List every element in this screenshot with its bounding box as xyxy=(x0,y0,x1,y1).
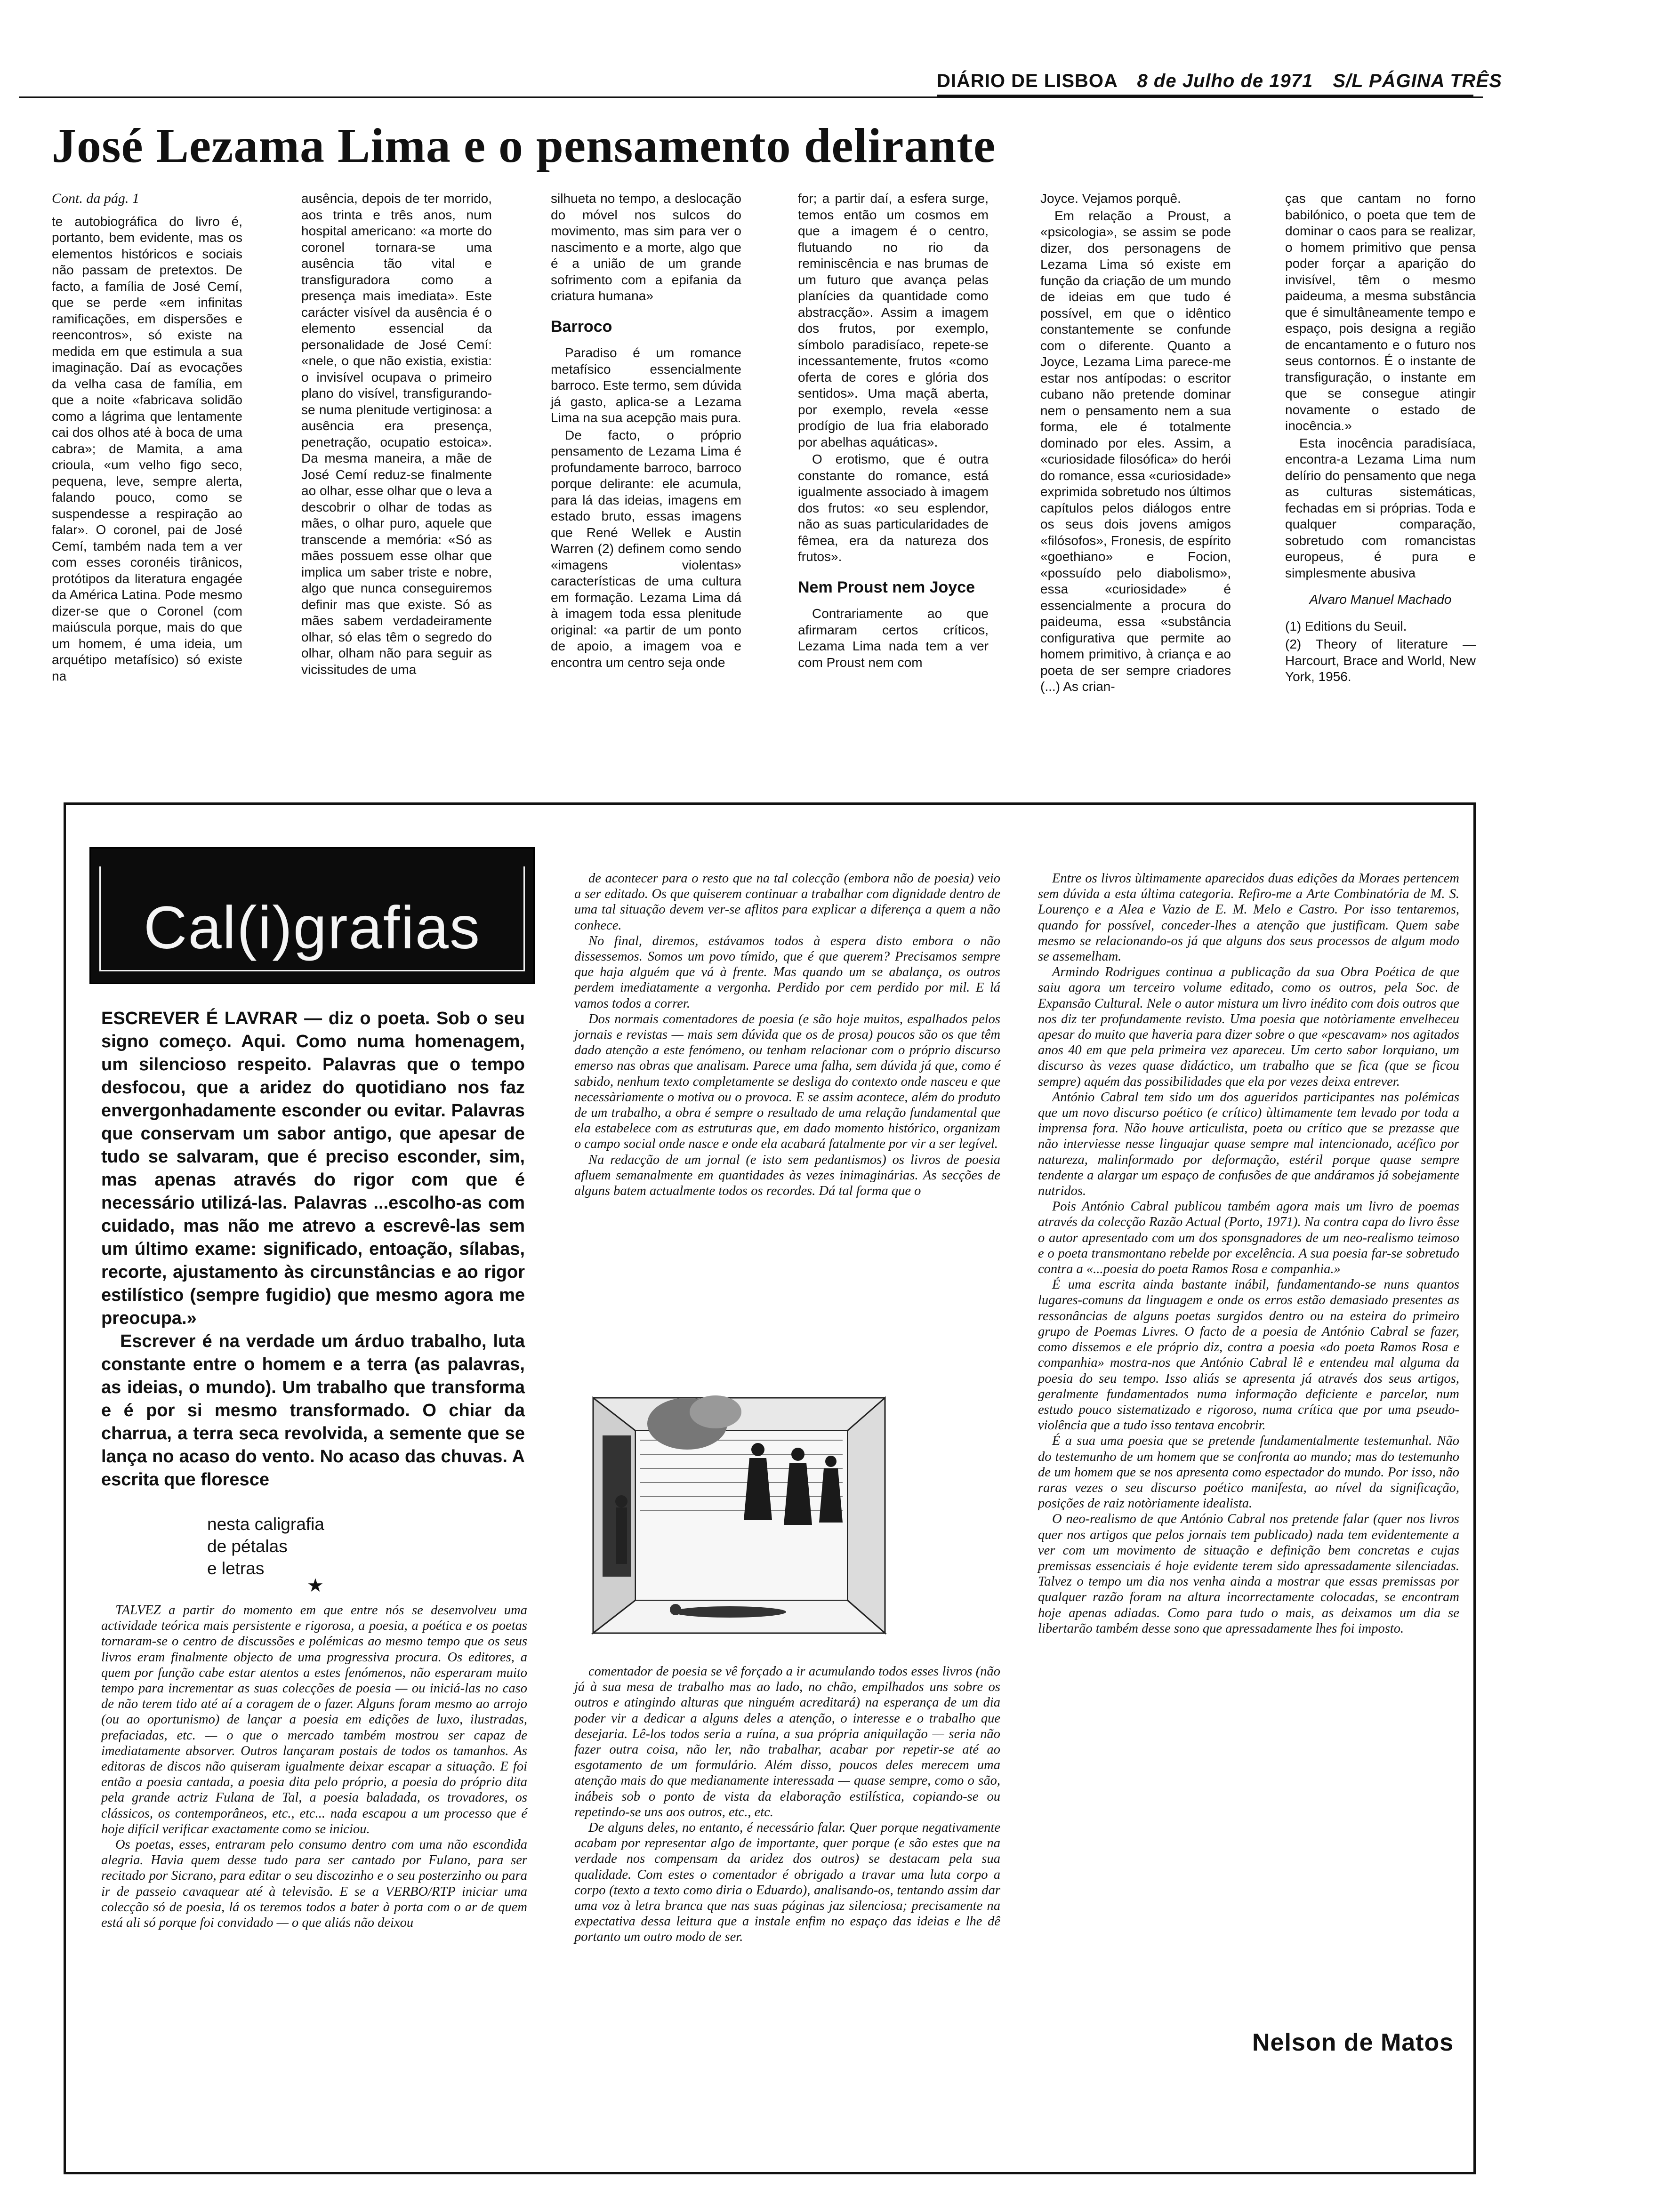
caligrafias-intro xyxy=(101,1007,525,1491)
woodcut-illustration xyxy=(574,1379,904,1647)
poem-line: de pétalas xyxy=(207,1537,288,1556)
footnote: (1) Editions du Seuil. xyxy=(1285,618,1407,633)
article-column-5 xyxy=(1040,191,1231,788)
article-column-3 xyxy=(551,191,741,788)
article-paragraph: ças que cantam no forno babilónico, o poeta que tem de dominar o caos para se realizar, o homem primitivo que pensa poder forçar a aparição do invisível, têm o mesmo paideuma, a mesma substância que é simultâneamente tempo e espaço, pois designa a região de encantamento e o futuro nos seus contornos. É o instante de transfiguração, o instante em que se consegue atingir novamente o estado de inocência.» xyxy=(1285,191,1476,433)
article-paragraph: Joyce. Vejamos porquê. xyxy=(1040,191,1181,206)
poem-line: e letras xyxy=(207,1559,265,1578)
article-paragraph: Em relação a Proust, a «psicologia», se assim se pode dizer, dos personagens de Lezama Lima só existe em função da criação de um mundo de ideias em que tudo é possível, em que o idêntico constantemente se confunde com o diferente. Quanto a Joyce, Lezama Lima parece-me estar nos antípodas: o escritor cubano não pretende dominar nem o pensamento nem a sua forma, ele é totalmente dominado por eles. Assim, a «curiosidade filosófica» do herói do romance, essa «curiosidade» exprimida sobretudo nos últimos capítulos pelos diálogos entre os seus dois jovens amigos «filósofos», Fronesis, de espírito «goethiano» e Focion, «possuído pelo diabolismo», essa «curiosidade» é essencialmente a procura do paideuma, essa «substância configurativa que permite ao homem primitivo, à criança e ao poeta de ser sempre criadores (...) As crian- xyxy=(1040,208,1231,694)
section-heading-barroco: Barroco xyxy=(551,317,612,336)
body-paragraph: comentador de poesia se vê forçado a ir acumulando todos esses livros (não já à sua mesa de trabalho mas ao lado, no chão, empilhados uns sobre os outros e atingindo alturas que ninguém acreditará) na esperança de um dia poder vir a dedicar a alguns deles a atenção, o interesse e o trabalho que desejaria. Lê-los todos seria a ruína, a sua própria aniquilação — seria não fazer outra coisa, não ler, não trabalhar, acabar por repetir-se até ao esgotamento de um formulário. Além disso, poucos deles merecem uma atenção mais do que medianamente interessada — quase sempre, como o são, inábeis sob o ponto de vista da elaboração estilística, copiando-se ou repetindo-se uns aos outros, etc., etc. xyxy=(574,1664,1000,1819)
star-icon: ★ xyxy=(307,1575,324,1596)
body-paragraph: Dos normais comentadores de poesia (e são hoje muitos, espalhados pelos jornais e revistas — mais sem dúvida que os de prosa) poucos são os que têm dado atenção a este fenómeno, ou tenham relacionar com o próprio discurso emerso nas obras que analisam. Parece uma falha, sem dúvida já que, como é sabido, nenhum texto completamente se desliga do contexto onde nasceu e que necessàriamente o motiva ou o provoca. E se assim acontece, além do produto de um trabalho, a obra é sempre o resultado de uma relação fundamental que ela estabelece com as estruturas que, em dado momento histórico, organizam o campo social onde nasce e onde ela acabará fatalmente por vir a ser legível. xyxy=(574,1011,1000,1152)
article-paragraph: Esta inocência paradisíaca, encontra-a Lezama Lima num delírio do pensamento que nega as culturas sistemáticas, fechadas em si próprias. Toda e qualquer comparação, sobretudo com romancistas europeus, é pura e simplesmente abusiva xyxy=(1285,435,1476,580)
article-paragraph: O erotismo, que é outra constante do romance, está igualmente associado à imagem dos frutos: «o seu esplendor, não as suas particularidades de fêmea, era da natureza dos frutos». xyxy=(798,452,989,564)
body-paragraph: De alguns deles, no entanto, é necessário falar. Quer porque negativamente acabam por representar algo de importante, quer porque (e são estes que na verdade nos compensam da aridez dos outros) se destacam pela sua qualidade. Com estes o comentador é obrigado a travar uma luta corpo a corpo (texto a texto como diria o Eduardo), analisando-os, tentando assim dar uma voz à letra branca que nas suas páginas jaz silenciosa; precisamente na expectativa dessa leitura que a instale enfim no espaço das ideias e lhe dê portanto um outro modo de ser. xyxy=(574,1820,1000,1945)
body-paragraph: É a sua uma poesia que se pretende fundamentalmente testemunhal. Não do testemunho de um homem que se confronta ao mundo; mas do testemunho de um homem que se nos apresenta como espectador do mundo. Por isso, não raras vezes o seu discurso poético manifesta, ao nível da significação, posições de raiz notòriamente idealista. xyxy=(1038,1434,1459,1511)
footnotes xyxy=(1285,618,1476,685)
body-paragraph: Na redacção de um jornal (e isto sem pedantismos) os livros de poesia afluem semanalmente em quantidades às vezes inimaginárias. As secções de alguns batem actualmente todos os recordes. Dá tal forma que o xyxy=(574,1152,1000,1199)
paper-name: DIÁRIO DE LISBOA xyxy=(937,71,1118,91)
logo-text: Cal(i)grafias xyxy=(144,894,481,962)
author-signature: Nelson de Matos xyxy=(1252,2029,1454,2056)
intro-paragraph: ESCREVER É LAVRAR — diz o poeta. Sob o seu signo começo. Aqui. Como numa homenagem, um silencioso respeito. Palavras que o tempo desfocou, que a aridez do quotidiano nos faz envergonhadamente esconder ou evitar. Palavras que conservam um sabor antigo, que apesar de tudo se salvaram, que é preciso esconder, sim, mas apenas através do rigor com que é necessário utilizá-las. Palavras ...escolho-as com cuidado, mas não me atrevo a escrevê-las sem um último exame: significado, entoação, sílabas, recorte, ajustamento às circunstâncias e ao rigor estilístico (sempre fugidio) que mesmo agora me preocupa.» xyxy=(101,1009,525,1328)
article-column-4 xyxy=(798,191,989,788)
body-paragraph: Entre os livros ùltimamente aparecidos duas edições da Moraes pertencem sem dúvida a esta última categoria. Refiro-me a Arte Combinatória de M. S. Lourenço e a Alea e Vazio de E. M. Melo e Castro. Por isso tentaremos, quando for possível, conceder-lhes a atenção que justificam. Quem sabe mesmo se relacionando-os já que alguns dos seus processos de algum modo se assemelham. xyxy=(1038,871,1459,964)
caligrafias-column-2-bottom xyxy=(574,1664,1000,2153)
caligrafias-column-2-top xyxy=(574,871,1000,1360)
continued-label: Cont. da pág. 1 xyxy=(52,191,139,206)
article-title: José Lezama Lima e o pensamento delirante xyxy=(52,119,996,173)
body-paragraph: Pois António Cabral publicou também agora mais um livro de poemas através da colecção Razão Actual (Porto, 1971). Na contra capa do livro êsse o autor apresentado com um dos sponsgnadores de um neo-realismo teimoso e o poeta transmontano rebelde por excelência. A sua poesia far-se sobretudo contra a «...poesia do poeta Ramos Rosa e companhia.» xyxy=(1038,1199,1459,1277)
article-paragraph: De facto, o próprio pensamento de Lezama Lima é profundamente barroco, barroco porque delirante: ele acumula, para lá das ideias, imagens em estado bruto, essas imagens que René Wellek e Austin Warren (2) definem como sendo «imagens violentas» características de uma cultura em formação. Lezama Lima dá à imagem toda essa plenitude original: «a partir de um ponto de apoio, a imagem voa e encontra um centro seja onde xyxy=(551,427,741,670)
page-label: S/L PÁGINA TRÊS xyxy=(1333,71,1502,91)
caligrafias-column-3 xyxy=(1038,871,1459,2014)
intro-paragraph: Escrever é na verdade um árduo trabalho, luta constante entre o homem e a terra (as palavras, as ideias, o mundo). Um trabalho que transforma e é por si mesmo transformado. O chiar da charrua, a terra seca revolvida, a semente que se lança no acaso do vento. No acaso das chuvas. A escrita que floresce xyxy=(101,1331,525,1490)
poem-line: nesta caligrafia xyxy=(207,1515,324,1534)
article-paragraph: for; a partir daí, a esfera surge, temos então um cosmos em que a imagem é o centro, flutuando no rio da reminiscência e nas brumas de um futuro que avança pelas planícies da quantidade como abstracção». Assim a imagem dos frutos, por exemplo, símbolo paradisíaco, repete-se incessantemente, frutos «como oferta de cores e glória dos sentidos». Uma maçã aberta, por exemplo, revela «esse prodígio de lua fria elaborado por abelhas aquáticas». xyxy=(798,191,989,449)
issue-date: 8 de Julho de 1971 xyxy=(1137,71,1313,91)
article-column-6 xyxy=(1285,191,1476,788)
article-paragraph: ausência, depois de ter morrido, aos trinta e três anos, num hospital americano: «a morte do coronel tornara-se uma ausência tão vital e transfiguradora como a presença mais imediata». Este carácter visível da ausência é o elemento essencial da personalidade de José Cemí: «nele, o que não existia, existia: o invisível ocupava o primeiro plano do visível, transfigurando-se numa plenitude vertiginosa: a ausência era presença, penetração, ocupatio estoica». Da mesma maneira, a mãe de José Cemí reduz-se finalmente ao olhar, esse olhar que o leva a descobrir o olhar de todas as mães, o olhar puro, aquele que transcende a memória: «Só as mães possuem esse olhar que implica um saber triste e nobre, algo que nunca conseguiremos definir mas que existe. Só as mães sabem verdadeiramente olhar, só elas têm o segredo do olhar, olham não para seguir as vicissitudes de uma xyxy=(301,191,492,677)
body-paragraph: de acontecer para o resto que na tal colecção (embora não de poesia) veio a ser editado. Os que quiserem continuar a trabalhar com dignidade dentro de uma tal situação devem ver-se aflitos para explicar a diferença a quem a não conhece. xyxy=(574,871,1000,933)
body-paragraph: É uma escrita ainda bastante inábil, fundamentando-se nuns quantos lugares-comuns da linguagem e onde os erros estão demasiado presentes as ressonâncias de alguns poetas surgidos dentro ou na esteira do primeiro grupo de Poemas Livres. O facto de a poesia de António Cabral se fazer, como dissemos e ele próprio diz, contra a poesia «do poeta Ramos Rosa e companhia» mostra-nos que António Cabral lê e entendeu mal alguma da poesia do seu tempo. Isso aliás se apresenta já através dos seus artigos, geralmente fundamentados numa informação deficiente e parcelar, num estudo pouco sistematizado e rigoroso, numa crítica que por uma pseudo-violência que a tudo isso tentava encobrir. xyxy=(1038,1277,1459,1433)
article-column-1 xyxy=(52,191,242,788)
body-paragraph: No final, diremos, estávamos todos à espera disto embora o não dissessemos. Somos um povo tímido, que é que querem? Precisamos sempre que haja alguém que vá à frente. Mas quando um se abalança, os outros perdem imediatamente a vergonha. Perdido por cem perdido por mil. E lá vamos todos a correr. xyxy=(574,933,1000,1011)
poem-lines xyxy=(207,1513,324,1579)
article-paragraph: silhueta no tempo, a deslocação do móvel nos sulcos do movimento, mas sim para ver o nascimento e a morte, algo que é a união de um grande sofrimento com a epifania da criatura humana» xyxy=(551,191,741,303)
caligrafias-column-1 xyxy=(101,1603,527,2153)
article-paragraph: te autobiográfica do livro é, portanto, bem evidente, mas os elementos históricos e sociais não passam de pretextos. De facto, a família de José Cemí, que se perde «em infinitas ramificações, em dispersões e reencontros», só existe na medida em que estimula a sua imaginação. Daí as evocações da velha casa de família, em que a noite «fabricava solidão como a lágrima que lentamente cai dos olhos até à boca de uma cabra»; de Mamita, a ama crioula, «um velho figo seco, pequena, leve, sempre alerta, falando pouco, como se suspendesse a respiração ao falar». O coronel, pai de José Cemí, também nada tem a ver com esses coronéis tirânicos, protótipos da literatura engagée da América Latina. Pode mesmo dizer-se que o Coronel (com maiúscula porque, mais do que um homem, é uma ideia, um arquétipo metafísico) só existe na xyxy=(52,214,242,683)
article-paragraph: Contrariamente ao que afirmaram certos críticos, Lezama Lima nada tem a ver com Proust nem com xyxy=(798,606,989,670)
body-paragraph: O neo-realismo de que António Cabral nos pretende falar (quer nos livros quer nos artigos que pelos jornais tem publicado) nada tem evidentemente a ver com um movimento de situação e definição bem concretas e cujas premissas essenciais é hoje evidente terem sido apressadamente silenciadas. Talvez o tempo um dia nos venha ainda a mostrar que essas premissas por qualquer razão foram na altura incorrectamente colocadas, se encontram hoje apenas adiadas. Como para tudo o mais, as deixamos um dia se libertarão também desse sono que apressadamente lhes foi imposto. xyxy=(1038,1512,1459,1636)
article-column-2 xyxy=(301,191,492,788)
caligrafias-logo xyxy=(89,847,535,984)
body-paragraph: António Cabral tem sido um dos agueridos participantes nas polémicas que um novo discurso poético (e crítico) ùltimamente tem levado por toda a imprensa fora. Não houve articulista, poeta ou crítico que se prezasse que não interviesse nesse linguajar quase sempre mal intencionado, acéfico por natureza, malinformado por deformação, estéril porque quase sempre tendente a alargar um espaço de confusões de que andáramos já sobejamente nutridos. xyxy=(1038,1090,1459,1199)
body-paragraph: Os poetas, esses, entraram pelo consumo dentro com uma não escondida alegria. Havia quem desse tudo para ser cantado por Fulano, para ser recitado por Sicrano, para editar o seu discozinho e o seu posterzinho ou para ir de passeio cavaquear até à televisão. E se a VERBO/RTP iniciar uma colecção só de poesia, lá os teremos todos a bater à porta com o ar de quem está ali só porque foi convidado — o que aliás não deixou xyxy=(101,1837,527,1931)
newspaper-header xyxy=(937,71,1502,96)
header-rule xyxy=(19,96,1483,98)
body-paragraph: TALVEZ a partir do momento em que entre nós se desenvolveu uma actividade teórica mais persistente e rigorosa, a poesia, a poética e os poetas tornaram-se o centro de discussões e polémicas ao mesmo tempo que os seus livros eram finalmente objecto de uma progressiva procura. Os editores, a quem por função cabe estar atentos a estes fenómenos, não esperaram muito tempo para incrementar as suas colecções de poesia — ou iniciá-las no caso de não terem tido até aí a coragem de o fazer. Alguns foram mesmo ao arrojo (ou ao oportunismo) de lançar a poesia em edições de luxo, ilustradas, prefaciadas, etc. — o que o mercado também mostrou ser capaz de imediatamente absorver. Outros lançaram postais de todos os tamanhos. As editoras de discos não quiseram igualmente deixar escapar a situação. E foi então a poesia cantada, a poesia dita pelo próprio, a poesia do próprio dita pela grande actriz Fulana de Tal, a poesia baladada, os trovadores, os clássicos, os contemporâneos, etc., etc... nada escapou a um processo que é hoje difícil verificar exactamente como se iniciou. xyxy=(101,1603,527,1836)
article-paragraph: Paradiso é um romance metafísico essencialmente barroco. Este termo, sem dúvida já gasto, aplica-se a Lezama Lima na sua acepção mais pura. xyxy=(551,345,741,425)
body-paragraph: Armindo Rodrigues continua a publicação da sua Obra Poética de que saiu agora um terceiro volume editado, como os outros, pela Soc. de Expansão Cultural. Nele o autor mistura um livro inédito com dois outros que nos diz ter profundamente revisto. Uma poesia que notòriamente envelheceu apesar do muito que haveria para dizer sobre o que «pescavam» nos agitados anos 40 em que pela primeira vez apareceu. Um certo sabor lorquiano, um discurso às vezes quase didáctico, um trabalho que se fica (que se ficou sempre) aquém das possibilidades que ela por vezes deixa entrever. xyxy=(1038,965,1459,1089)
footnote: (2) Theory of literature — Harcourt, Brace and World, New York, 1956. xyxy=(1285,637,1476,684)
article-signature: Alvaro Manuel Machado xyxy=(1309,592,1452,607)
section-heading-proust: Nem Proust nem Joyce xyxy=(798,578,975,596)
